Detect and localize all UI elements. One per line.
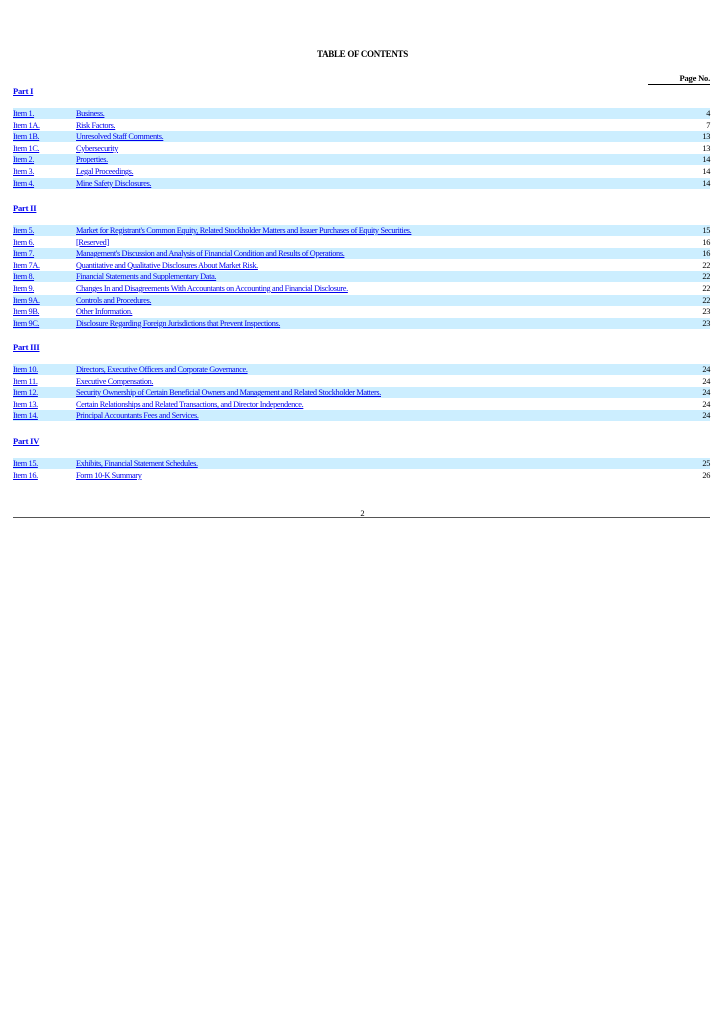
toc-row bbox=[13, 143, 710, 154]
toc-item-number-link[interactable]: Item 13. bbox=[13, 399, 38, 409]
toc-item-title-link[interactable]: Exhibits, Financial Statement Schedules. bbox=[76, 459, 198, 468]
toc-row bbox=[13, 364, 710, 375]
toc-page-number: 23 bbox=[702, 307, 710, 317]
toc-item-number-link[interactable]: Item 7. bbox=[13, 249, 35, 259]
toc-page-number: 16 bbox=[702, 249, 710, 259]
toc-item-title-link[interactable]: Changes In and Disagreements With Accountants on Accounting and Financial Disclosure. bbox=[76, 284, 348, 293]
page-no-header: Page No. bbox=[648, 73, 710, 85]
toc-item-title-link[interactable]: Financial Statements and Supplementary Data. bbox=[76, 272, 217, 282]
toc-item-title-link[interactable]: Directors, Executive Officers and Corporate Governance. bbox=[76, 365, 248, 374]
toc-page-number: 13 bbox=[702, 143, 710, 153]
toc-page-number: 22 bbox=[702, 272, 710, 282]
toc-page-number: 25 bbox=[702, 459, 710, 468]
toc-page-number: 16 bbox=[702, 237, 710, 247]
page-number: 2 bbox=[360, 508, 365, 518]
toc-page-number: 22 bbox=[702, 284, 710, 293]
toc-page-number: 14 bbox=[702, 155, 710, 165]
toc-item-title-link[interactable]: Properties. bbox=[76, 155, 108, 165]
toc-item-title-link[interactable]: Unresolved Staff Comments. bbox=[76, 132, 164, 142]
toc-page-number: 24 bbox=[702, 399, 710, 409]
toc-item-title-link[interactable]: Disclosure Regarding Foreign Jurisdictions that Prevent Inspections. bbox=[76, 318, 281, 328]
toc-page-number: 14 bbox=[702, 178, 710, 188]
toc-item-title-link[interactable]: Legal Proceedings. bbox=[76, 167, 134, 176]
toc-page-number: 24 bbox=[702, 365, 710, 374]
toc-item-number-link[interactable]: Item 6. bbox=[13, 237, 35, 247]
toc-item-number-link[interactable]: Item 10. bbox=[13, 365, 38, 374]
toc-row bbox=[13, 271, 710, 282]
toc-item-number-link[interactable]: Item 14. bbox=[13, 411, 38, 421]
toc-item-title-link[interactable]: Certain Relationships and Related Transactions, and Director Independence. bbox=[76, 399, 304, 409]
toc-page-number: 24 bbox=[702, 411, 710, 421]
toc-item-title-link[interactable]: Management's Discussion and Analysis of Financial Condition and Results of Operations. bbox=[76, 249, 345, 259]
toc-item-number-link[interactable]: Item 9. bbox=[13, 284, 35, 293]
toc-item-number-link[interactable]: Item 5. bbox=[13, 226, 35, 235]
toc-item-number-link[interactable]: Item 9A. bbox=[13, 295, 40, 305]
toc-item-title-link[interactable]: Risk Factors. bbox=[76, 120, 116, 130]
toc-page-number: 22 bbox=[702, 260, 710, 270]
toc-row bbox=[13, 387, 710, 398]
toc-item-number-link[interactable]: Item 12. bbox=[13, 388, 38, 398]
toc-item-title-link[interactable]: Quantitative and Qualitative Disclosures About Market Risk. bbox=[76, 260, 258, 270]
toc-row bbox=[13, 120, 710, 131]
toc-item-number-link[interactable]: Item 16. bbox=[13, 470, 38, 480]
toc-row bbox=[13, 178, 710, 189]
toc-item-title-link[interactable]: Other Information. bbox=[76, 307, 133, 317]
toc-item-number-link[interactable]: Item 1. bbox=[13, 109, 35, 118]
toc-item-number-link[interactable]: Item 8. bbox=[13, 272, 35, 282]
part-heading[interactable]: Part II bbox=[13, 203, 37, 213]
toc-item-number-link[interactable]: Item 4. bbox=[13, 178, 35, 188]
toc-item-number-link[interactable]: Item 15. bbox=[13, 459, 38, 468]
toc-item-title-link[interactable]: Mine Safety Disclosures. bbox=[76, 178, 152, 188]
toc-item-number-link[interactable]: Item 9C. bbox=[13, 318, 40, 328]
toc-row bbox=[13, 131, 710, 142]
part-heading[interactable]: Part IV bbox=[13, 436, 40, 446]
toc-item-title-link[interactable]: Business. bbox=[76, 109, 105, 118]
toc-item-title-link[interactable]: Executive Compensation. bbox=[76, 376, 154, 386]
toc-row bbox=[13, 166, 710, 177]
toc-page-number: 24 bbox=[702, 376, 710, 386]
toc-page-number: 13 bbox=[702, 132, 710, 142]
part-heading[interactable]: Part I bbox=[13, 86, 34, 96]
toc-item-title-link[interactable]: [Reserved] bbox=[76, 237, 109, 247]
toc-item-title-link[interactable]: Security Ownership of Certain Beneficial Owners and Management and Related Stockholder Matters. bbox=[76, 388, 381, 398]
toc-item-number-link[interactable]: Item 3. bbox=[13, 167, 35, 176]
toc-row bbox=[13, 283, 710, 294]
toc-item-number-link[interactable]: Item 7A. bbox=[13, 260, 40, 270]
toc-page-number: 22 bbox=[702, 295, 710, 305]
toc-row bbox=[13, 295, 710, 306]
toc-item-title-link[interactable]: Principal Accountants Fees and Services. bbox=[76, 411, 199, 421]
toc-item-number-link[interactable]: Item 9B. bbox=[13, 307, 40, 317]
toc-page-number: 7 bbox=[706, 120, 710, 130]
toc-row bbox=[13, 260, 710, 271]
toc-item-number-link[interactable]: Item 2. bbox=[13, 155, 35, 165]
toc-row bbox=[13, 237, 710, 248]
toc-row bbox=[13, 248, 710, 259]
toc-page-number: 24 bbox=[702, 388, 710, 398]
toc-row bbox=[13, 154, 710, 165]
toc-row bbox=[13, 225, 710, 236]
toc-page-number: 23 bbox=[702, 318, 710, 328]
toc-item-number-link[interactable]: Item 1B. bbox=[13, 132, 40, 142]
toc-item-title-link[interactable]: Form 10-K Summary bbox=[76, 470, 142, 480]
toc-page-number: 15 bbox=[702, 226, 710, 235]
toc-item-title-link[interactable]: Cybersecurity bbox=[76, 143, 118, 153]
toc-row bbox=[13, 306, 710, 317]
toc-item-title-link[interactable]: Controls and Procedures. bbox=[76, 295, 152, 305]
toc-page-number: 26 bbox=[702, 470, 710, 480]
toc-page-number: 14 bbox=[702, 167, 710, 176]
toc-item-number-link[interactable]: Item 11. bbox=[13, 376, 38, 386]
toc-item-title-link[interactable]: Market for Registrant's Common Equity, Related Stockholder Matters and Issuer Purchases of Equity Securities. bbox=[76, 226, 412, 235]
toc-item-number-link[interactable]: Item 1C. bbox=[13, 143, 40, 153]
toc-row bbox=[13, 318, 710, 329]
toc-row bbox=[13, 399, 710, 410]
toc-row bbox=[13, 376, 710, 387]
toc-page-number: 4 bbox=[706, 109, 710, 118]
toc-item-number-link[interactable]: Item 1A. bbox=[13, 120, 40, 130]
toc-title: TABLE OF CONTENTS bbox=[317, 49, 408, 59]
toc-row bbox=[13, 108, 710, 119]
toc-row bbox=[13, 410, 710, 421]
toc-row bbox=[13, 470, 710, 481]
toc-row bbox=[13, 458, 710, 469]
part-heading[interactable]: Part III bbox=[13, 342, 40, 352]
footer-rule bbox=[13, 517, 710, 518]
